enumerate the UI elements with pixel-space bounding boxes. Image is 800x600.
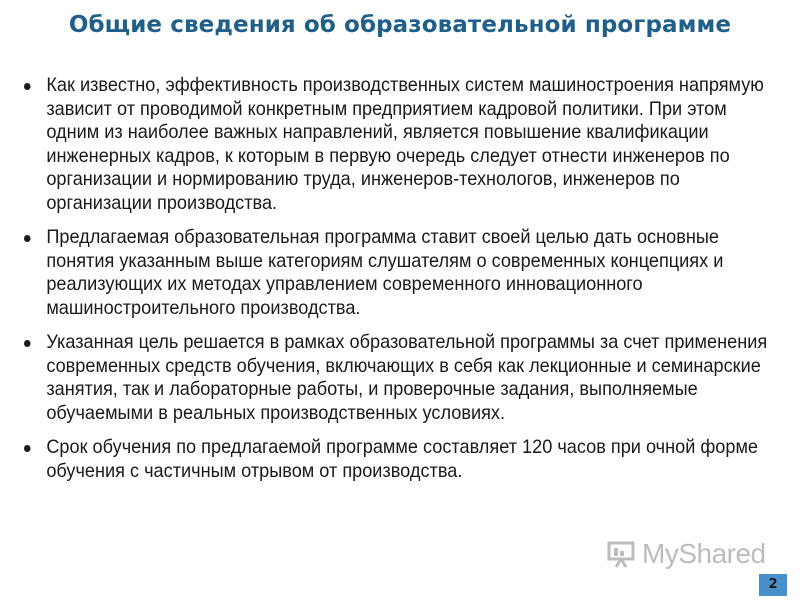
watermark-logo xyxy=(606,534,766,574)
bullet-text: Указанная цель решается в рамках образовательной программы за счет применения современных средств обучения, включающих в себя как лекционные и семинарские занятия, так и лабораторные работы, и проверочные задания, выполняемые обучаемыми в реальных производственных условиях. xyxy=(46,331,768,424)
bullet-text: Предлагаемая образовательная программа ставит своей целью дать основные понятия указанным выше категориям слушателям о современных концепциях и реализующих их методах управлением современного инновационного машиностроительного производства. xyxy=(46,226,724,319)
bullet-item xyxy=(24,436,774,483)
bullet-item xyxy=(24,74,774,215)
bullet-dot-icon xyxy=(24,340,31,347)
bullet-text: Как известно, эффективность производственных систем машиностроения напрямую зависит от проводимой конкретным предприятием кадровой политики. При этом одним из наиболее важных направлений, является повышение квалификации инженерных кадров, к которым в первую очередь следует отнести инженеров по организации и нормированию труда, инженеров-технологов, инженеров по организации производства. xyxy=(46,74,764,214)
watermark-text: MyShared xyxy=(642,538,766,569)
presentation-icon xyxy=(606,539,636,569)
bullet-item xyxy=(24,226,774,320)
slide-title: Общие сведения об образовательной программе xyxy=(68,12,732,38)
bullet-dot-icon xyxy=(24,235,31,242)
bullet-item xyxy=(24,331,774,425)
bullet-dot-icon xyxy=(24,445,31,452)
bullet-dot-icon xyxy=(24,83,31,90)
bullet-text: Срок обучения по предлагаемой программе составляет 120 часов при очной форме обучения с частичным отрывом от производства. xyxy=(46,436,759,482)
bullet-list xyxy=(24,74,776,494)
page-number-badge: 2 xyxy=(759,574,787,596)
